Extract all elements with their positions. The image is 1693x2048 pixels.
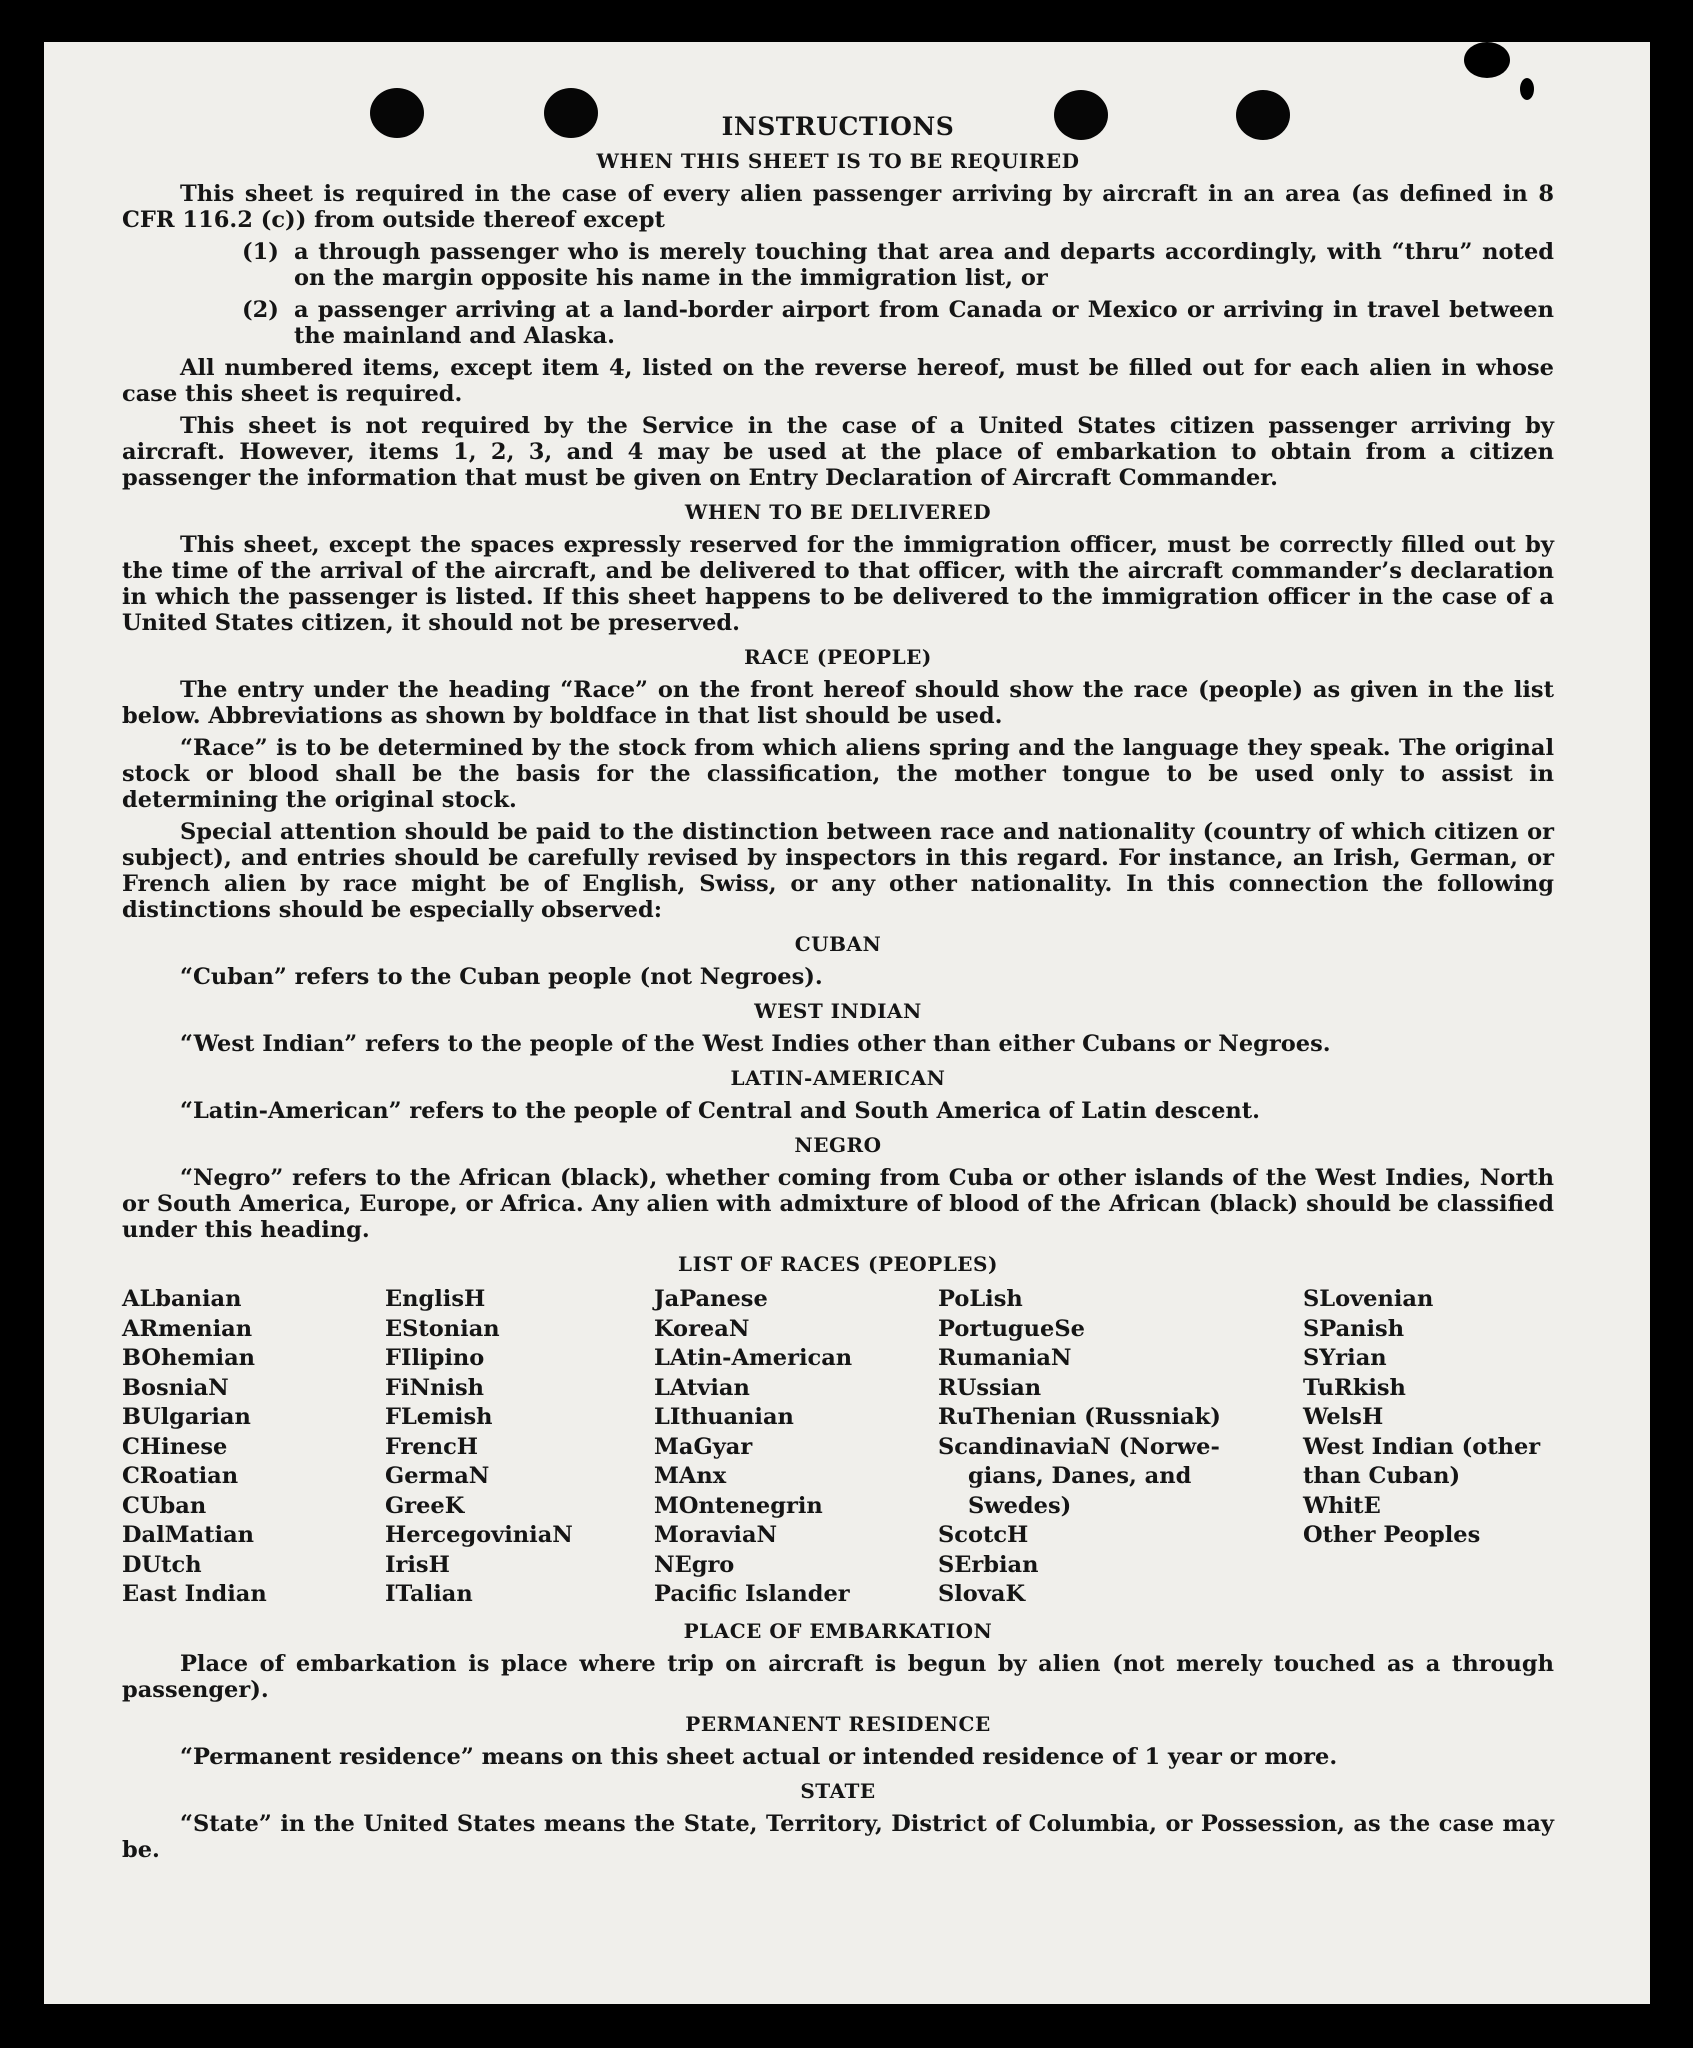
document-sheet [44,42,1650,2004]
race-entry: BOhemian [122,1345,256,1371]
race-entry: HercegoviniaN [385,1522,573,1548]
race-column [122,1285,385,1610]
race-entry: ScotcH [938,1522,1029,1548]
heading-when-delivered: WHEN TO BE DELIVERED [684,500,992,524]
paragraph-residence: “Permanent residence” means on this sheet actual or intended residence of 1 year or more. [180,1743,1338,1770]
race-entry: BosniaN [122,1374,229,1401]
race-entry: FIlipino [385,1345,485,1371]
heading-cuban: CUBAN [794,932,882,956]
race-entry: IrisH [385,1551,450,1578]
paragraph-latin-american: “Latin-American” refers to the people of Central and South America of Latin descent. [180,1098,1260,1124]
race-column [654,1285,938,1610]
race-entry: PoLish [938,1286,1023,1312]
heading-place-of-embarkation: PLACE OF EMBARKATION [683,1618,993,1643]
paragraph-numbered-items: All numbered items, except item 4, listed on the reverse hereof, must be filled out for each alien in whose case this sheet is required. [122,355,1554,407]
race-entry: LAtvian [654,1374,750,1401]
heading-list-of-races: LIST OF RACES (PEOPLES) [678,1252,998,1276]
heading-race: RACE (PEOPLE) [744,645,932,669]
race-entry: LIthuanian [654,1404,794,1430]
race-entry: Swedes) [968,1492,1072,1519]
exception-number: (1) [242,239,279,265]
race-entry: gians, Danes, and [968,1463,1192,1489]
exception-number: (2) [242,297,279,323]
race-entry: East Indian [122,1581,267,1607]
exception-text: a through passenger who is merely touching that area and departs accordingly, with “thru” noted on the margin opposite his name in the immigration list, or [294,239,1554,291]
race-entry: FiNnish [385,1374,485,1401]
race-entry: GreeK [385,1492,465,1519]
race-entry: than Cuban) [1303,1463,1461,1489]
paragraph-required-intro: This sheet is required in the case of every alien passenger arriving by aircraft in an area (as defined in 8 CFR 116.2 (c)) from outside thereof except [122,181,1554,233]
paragraph-west-indian: “West Indian” refers to the people of the West Indies other than either Cubans or Negroes. [180,1031,1331,1057]
race-column [385,1285,654,1610]
race-entry: WhitE [1303,1492,1381,1519]
race-entry: MaGyar [654,1433,753,1460]
heading-west-indian: WEST INDIAN [754,999,922,1023]
paragraph-embarkation: Place of embarkation is place where trip on aircraft is begun by alien (not merely touched as a through passenger). [122,1650,1554,1703]
paragraph-race-1: The entry under the heading “Race” on the front hereof should show the race (people) as given in the list below. Abbreviations as shown by boldface in that list should be used. [122,677,1554,729]
heading-permanent-residence: PERMANENT RESIDENCE [685,1711,991,1736]
race-list [122,1285,1554,1610]
race-entry: DalMatian [122,1522,255,1548]
paragraph-cuban: “Cuban” refers to the Cuban people (not Negroes). [180,964,823,990]
race-entry: EnglisH [385,1286,486,1312]
race-entry: GermaN [385,1463,490,1489]
race-entry: NEgro [654,1551,735,1578]
race-entry: MOntenegrin [654,1492,823,1519]
heading-negro: NEGRO [794,1133,882,1157]
race-entry: BUlgarian [122,1404,251,1430]
paragraph-negro: “Negro” refers to the African (black), whether coming from Cuba or other islands of the West Indies, North or South America, Europe, or Africa. Any alien with admixture of blood of the African (black) should be classified under this heading. [122,1165,1554,1243]
race-entry: ARmenian [122,1315,253,1342]
race-entry: Pacific Islander [654,1581,850,1607]
race-column [1303,1285,1554,1610]
race-entry: SYrian [1303,1345,1387,1371]
race-entry: CHinese [122,1433,228,1460]
exception-item [242,239,1554,291]
paragraph-state: “State” in the United States means the State, Territory, District of Columbia, or Possession, as the case may be. [122,1810,1554,1863]
race-entry: CUban [122,1492,207,1519]
instructions-content [122,114,1554,1869]
race-entry: ITalian [385,1581,473,1607]
race-entry: DUtch [122,1551,202,1578]
race-entry: SPanish [1303,1315,1405,1342]
paragraph-race-3: Special attention should be paid to the distinction between race and nationality (country of which citizen or subject), and entries should be carefully revised by inspectors in this regard. For instance, an Irish, German, or French alien by race might be of English, Swiss, or any other nationality. In this connection the following distinctions should be especially observed: [122,819,1554,923]
race-entry: SLovenian [1303,1286,1434,1312]
page-title: INSTRUCTIONS [721,112,955,141]
race-entry: KoreaN [654,1315,750,1342]
race-entry: RumaniaN [938,1345,1072,1371]
paragraph-citizen: This sheet is not required by the Service in the case of a United States citizen passenger arriving by aircraft. However, items 1, 2, 3, and 4 may be used at the place of embarkation to obtain from a citizen passenger the information that must be given on Entry Declaration of Aircraft Commander. [122,413,1554,491]
race-entry: EStonian [385,1315,500,1342]
race-entry: FLemish [385,1404,493,1430]
race-entry: ALbanian [122,1286,242,1312]
heading-latin-american: LATIN-AMERICAN [730,1066,946,1090]
paragraph-race-2: “Race” is to be determined by the stock from which aliens spring and the language they speak. The original stock or blood shall be the basis for the classification, the mother tongue to be used only to assist in determining the original stock. [122,735,1554,813]
race-entry: LAtin-American [654,1345,853,1371]
race-column [938,1285,1303,1610]
exception-text: a passenger arriving at a land-border airport from Canada or Mexico or arriving in travel between the mainland and Alaska. [294,297,1554,349]
heading-when-required: WHEN THIS SHEET IS TO BE REQUIRED [596,149,1080,173]
race-entry: Other Peoples [1303,1522,1481,1548]
paragraph-delivered: This sheet, except the spaces expressly reserved for the immigration officer, must be correctly filled out by the time of the arrival of the aircraft, and be delivered to that officer, with the aircraft commander’s declaration in which the passenger is listed. If this sheet happens to be delivered to the immigration officer in the case of a United States citizen, it should not be preserved. [122,532,1554,636]
heading-state: STATE [800,1778,876,1803]
race-entry: SErbian [938,1551,1039,1578]
ink-blot [1520,78,1534,100]
race-entry: TuRkish [1303,1374,1406,1401]
race-entry: MAnx [654,1463,727,1489]
race-entry: RUssian [938,1374,1042,1401]
race-entry: West Indian (other [1303,1433,1541,1460]
race-entry: MoraviaN [654,1522,778,1548]
race-entry: PortugueSe [938,1315,1085,1342]
race-entry: JaPanese [654,1286,768,1312]
race-entry: CRoatian [122,1463,239,1489]
ink-blot [1464,42,1510,78]
race-entry: ScandinaviaN (Norwe- [938,1433,1220,1460]
race-entry: FrencH [385,1433,479,1460]
race-entry: SlovaK [938,1581,1026,1607]
race-entry: RuThenian (Russniak) [938,1404,1221,1430]
race-entry: WelsH [1303,1404,1384,1430]
exception-item [242,297,1554,349]
